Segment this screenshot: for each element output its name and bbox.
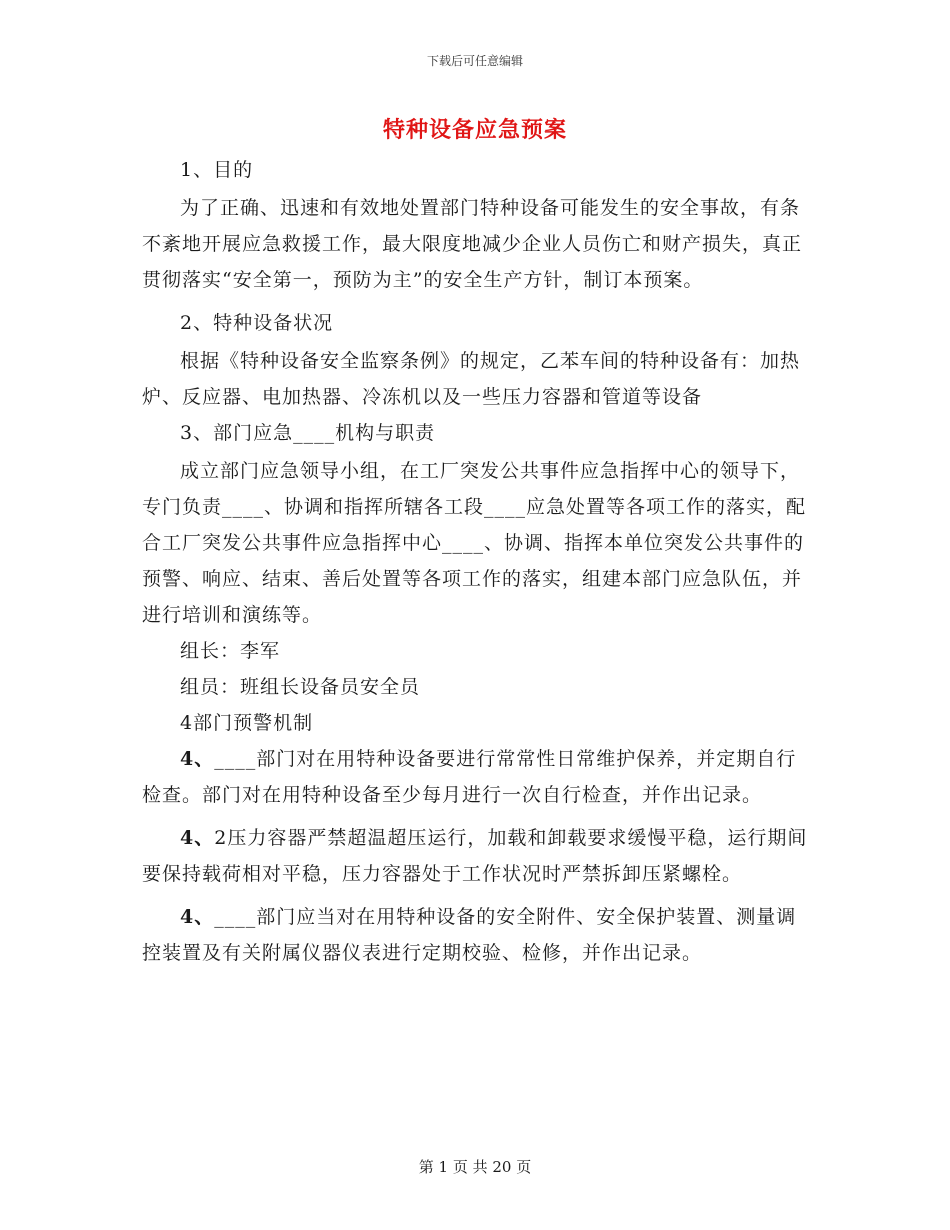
paragraph-purpose: 为了正确、迅速和有效地处置部门特种设备可能发生的安全事故，有条不紊地开展应急救援工作，最大限度地减少企业人员伤亡和财产损失，真正贯彻落实“安全第一，预防为主”的安全生产方针，制订本预案。 xyxy=(142,197,803,291)
paragraph-members: 组员：班组长设备员安全员 xyxy=(180,676,421,698)
warning-item-1 xyxy=(142,741,810,813)
warning-item-3-number: 4、 xyxy=(180,906,215,928)
warning-item-3-text: ____部门应当对在用特种设备的安全附件、安全保护装置、测量调控装置及有关附属仪器仪表进行定期校验、检修，并作出记录。 xyxy=(142,906,797,964)
paragraph-equipment-status: 根据《特种设备安全监察条例》的规定，乙苯车间的特种设备有：加热炉、反应器、电加热器、冷冻机以及一些压力容器和管道等设备 xyxy=(142,350,801,408)
warning-item-1-text: ____部门对在用特种设备要进行常常性日常维护保养，并定期自行检查。部门对在用特种设备至少每月进行一次自行检查，并作出记录。 xyxy=(142,748,797,806)
warning-item-1-number: 4、 xyxy=(180,748,215,770)
section-heading-purpose: 1、目的 xyxy=(180,159,254,181)
document-body xyxy=(142,152,810,971)
document-title: 特种设备应急预案 xyxy=(382,117,567,143)
section-heading-equipment-status: 2、特种设备状况 xyxy=(180,312,334,334)
warning-item-2-text: 2压力容器严禁超温超压运行，加载和卸载要求缓慢平稳，运行期间要保持载荷相对平稳，压力容器处于工作状况时严禁拆卸压紧螺栓。 xyxy=(142,827,808,885)
paragraph-leader: 组长：李军 xyxy=(180,640,281,662)
paragraph-organization: 成立部门应急领导小组，在工厂突发公共事件应急指挥中心的领导下，专门负责____、协调和指挥所辖各工段____应急处置等各项工作的落实，配合工厂突发公共事件应急指挥中心____、协调、指挥本单位突发公共事件的预警、响应、结束、善后处置等各项工作的落实，组建本部门应急队伍，并进行培训和演练等。 xyxy=(142,460,807,626)
section-heading-organization: 3、部门应急____机构与职责 xyxy=(180,422,436,444)
warning-item-3 xyxy=(142,899,810,971)
warning-item-2 xyxy=(142,820,810,892)
page-header-note: 下载后可任意编辑 xyxy=(426,54,523,68)
section-heading-warning: 4部门预警机制 xyxy=(180,712,314,734)
page-number-footer: 第 1 页 共 20 页 xyxy=(418,1158,532,1176)
warning-item-2-number: 4、 xyxy=(180,827,215,849)
